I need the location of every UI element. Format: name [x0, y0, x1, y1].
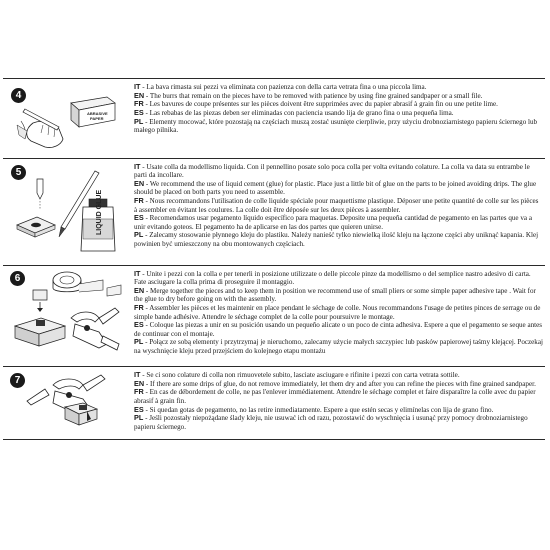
instruction-text: - Coloque las piezas a unir en su posición usando un pequeño alicate o un poco de cinta adhesiva. Espere a que el pegamento se seque antes de continuar con el montaje. [134, 321, 543, 338]
lang-code: IT [134, 269, 141, 278]
hand-icon [27, 121, 63, 147]
instruction-es [134, 321, 543, 338]
instruction-it [134, 270, 543, 287]
instruction-text: - Usate colla da modellismo liquida. Con il pennellino posate solo poca colla per volta evitando colature. La colla va data su entrambe le parti da incollare. [134, 163, 530, 180]
glue-brush-icon [37, 179, 43, 199]
instruction-es [134, 406, 543, 414]
abrasive-paper-icon [71, 97, 115, 127]
lang-code: PL [134, 116, 144, 126]
step-6-illustration [3, 266, 128, 367]
instruction-en [134, 380, 543, 388]
instruction-fr [134, 304, 543, 321]
lang-code: PL [134, 230, 144, 240]
instruction-it [134, 83, 543, 91]
instruction-text: - The burrs that remain on the pieces have to be removed with patience by using fine grained sandpaper or a small file. [144, 91, 483, 100]
step-4-text [134, 83, 543, 135]
step-7 [3, 366, 545, 440]
instruction-text: - We recommend the use of liquid cement (glue) for plastic. Place just a little bit of glue on the parts to be joined avoiding drips. The glue should be placed on both parts you need to assemble. [134, 180, 537, 197]
instruction-text: - Se ci sono colature di colla non rimuovetele subito, lasciate asciugare e rifinite i pezzi con carta vetrata sottile. [140, 371, 460, 379]
instruction-en [134, 92, 543, 100]
instruction-text: - Les bavures de coupe présentes sur les pièces doivent être supprimées avec du papier abrasif à grain fin ou une petite lime. [143, 100, 498, 109]
step-number-badge: 4 [11, 88, 26, 103]
lang-code: EN [134, 286, 145, 296]
instruction-it [134, 163, 543, 180]
jar-label: LIQUID GLUE [96, 189, 103, 235]
instruction-text: - If there are some drips of glue, do not remove immediately, let them dry and after you can refine the pieces with fine grained sandpaper. [144, 379, 536, 388]
instruction-text: - Nous recommandons l'utilisation de colle liquide spéciale pour maquettisme plastique. Déposer une petite quantité de colle sur les pièces à assembler en évitant les coulures. La colle doit être déposée sur les deux pièces à assembler. [134, 197, 539, 214]
instruction-text: - Jeśli pozostały niepożądane ślady kleju, nie usuwać ich od razu, pozostawić do wyschnięcia i usunąć przy pomocy drobnoziarnistego papieru ściernego. [134, 414, 528, 431]
step-4-illustration [3, 79, 128, 159]
lang-code: PL [134, 337, 144, 347]
instruction-text: - Połącz ze sobą elementy i przytrzymaj je nieruchomo, zalecamy użycie małych szczypiec lub pasków papierowej taśmy klejącej. Poczekaj na wyschnięcie kleju przed przejściem do kolejnego etapu montażu [134, 338, 543, 355]
instruction-text: - Merge together the pieces and to keep them in position we recommend use of small pliers or some simple paper adhesive tape . Wait for the glue to dry before going on with the assembly. [134, 287, 536, 304]
instruction-fr [134, 197, 543, 214]
liquid-glue-jar-icon [81, 190, 115, 251]
tape-roll-icon [53, 272, 121, 296]
instruction-fr [134, 100, 543, 108]
instruction-text: - La bava rimasta sui pezzi va eliminata con pazienza con della carta vetrata fina o una piccola lima. [140, 83, 427, 91]
lang-code: IT [134, 162, 141, 171]
step-number-badge: 6 [10, 271, 25, 286]
assembled-part-icon [15, 318, 65, 346]
step-5 [3, 158, 545, 259]
instruction-es [134, 214, 543, 231]
step-7-illustration [3, 367, 128, 439]
instruction-pl [134, 338, 543, 355]
instruction-pl [134, 118, 543, 135]
instruction-fr [134, 388, 543, 405]
lang-code: FR [134, 196, 144, 206]
lang-code: FR [134, 303, 144, 313]
instruction-text: - Unite i pezzi con la colla e per tenerli in posizione utilizzate o delle piccole pinze da modellismo o del semplice nastro adesivo di carta. Fate asciugare la colla prima di proseguire il montaggio. [134, 270, 531, 287]
instruction-text: - En cas de débordement de colle, ne pas l'enlever immédiatement. Attendre le séchage complet et faire disparaître la colle avec du papier abrasif à grain fin. [134, 388, 536, 405]
lang-code: PL [134, 413, 144, 423]
instruction-text: - Las rebabas de las piezas deben ser eliminadas con paciencia usando lija de grano fina o una pequeña lima. [143, 109, 454, 118]
lang-code: EN [134, 90, 145, 100]
lang-code: IT [134, 82, 141, 91]
lang-code: FR [134, 99, 144, 109]
step-5-text [134, 163, 543, 248]
instruction-en [134, 180, 543, 197]
lang-code: ES [134, 320, 144, 330]
instruction-text: - Zalecamy stosowanie płynnego kleju do plastiku. Należy nanieść tylko niewielką ilość kleju na łączone części aby uniknąć kapania. Klej powinien być umieszczony na obu montowanych częściach. [134, 231, 539, 248]
instruction-en [134, 287, 543, 304]
step-6-text [134, 270, 543, 355]
step-number-badge: 5 [11, 165, 26, 180]
instruction-text: - Recomendamos usar pegamento líquido específico para maquetas. Deposite una pequeña cantidad de pegamento en las partes que va a unir evitando goteos. El pegamento ha de aplicarse en las dos partes que quieren unirse. [134, 214, 532, 231]
lang-code: ES [134, 108, 144, 118]
instruction-es [134, 109, 543, 117]
lang-code: IT [134, 370, 141, 379]
paper-label-1: ABRASIVE [87, 111, 108, 116]
lang-code: ES [134, 213, 144, 223]
lang-code: EN [134, 378, 145, 388]
instruction-text: - Elementy mocować, które pozostają na częściach muszą zostać usunięte cierpliwie, przy użyciu drobnoziarnistego papieru ściernego lub małego pilnika. [134, 117, 538, 135]
instruction-pl [134, 414, 543, 431]
lang-code: ES [134, 404, 144, 414]
glued-part-icon [65, 403, 97, 425]
lang-code: FR [134, 387, 144, 397]
step-6 [3, 265, 545, 367]
instruction-it [134, 371, 543, 379]
step-5-illustration [3, 159, 128, 259]
lang-code: EN [134, 179, 145, 189]
instruction-text: - Assembler les pièces et les maintenir en place pendant le séchage de colle. Nous recommandons l'usage de petites pinces de serrage ou de simple bande adhésive. Attendre le séchage complet de la colle pour poursuivre le montage. [134, 304, 541, 321]
instruction-text: - Si quedan gotas de pegamento, no las retire inmediatamente. Espere a que estén secas y elimínelas con lija de grano fino. [143, 405, 494, 414]
step-7-text [134, 371, 543, 431]
paper-label-2: PAPER [90, 116, 104, 121]
step-4 [3, 78, 545, 159]
step-number-badge: 7 [10, 373, 25, 388]
clamp-icon [71, 308, 119, 350]
instruction-pl [134, 231, 543, 248]
